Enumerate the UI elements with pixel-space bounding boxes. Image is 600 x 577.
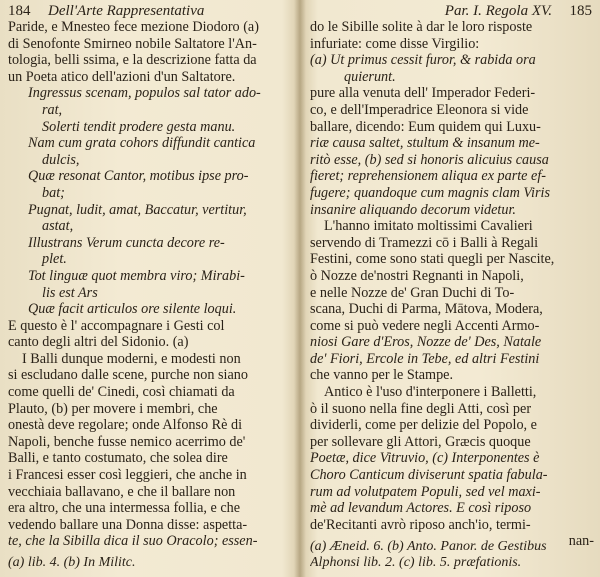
text-line: tologia, belli ssima, e la descrizione fatta da [8,52,257,69]
text-line: che vanno per le Stampe. [310,367,454,384]
left-page-text [8,19,292,550]
text-line: Tot linguæ quot membra viro; Mirabi- [28,267,245,284]
right-page-number: 185 [569,3,592,19]
text-line: si escludano dalle scene, purche non siano [8,367,248,384]
text-line: E questo è l' accompagnare i Gesti col [8,317,225,334]
text-line: I Balli dunque moderni, e modesti non [22,350,241,367]
right-page [302,0,600,577]
right-running-title: Par. I. Regola XV. [444,3,552,19]
left-page [0,0,298,577]
text-line: niosi Gare d'Eros, Nozze de' Des, Natale [310,334,542,351]
text-line: infuriate: come disse Virgilio: [310,35,480,52]
text-line: Poetæ, dice Vitruvio, (c) Interponentes è [310,450,540,467]
right-page-text [310,19,594,550]
text-line: di Senofonte Smirneo nobile Saltatore l'An- [8,35,257,52]
text-line: come si può vedere negli Accenti Armo- [310,317,540,334]
text-line: Paride, e Mnesteo fece mezione Diodoro (a) [8,19,259,35]
text-line: L'hanno imitato moltissimi Cavalieri [324,218,533,235]
text-line: de'Recitanti avrò riposo anch'io, termi- [310,516,531,533]
text-line: servendo di Tramezzi cō i Balli à Regali [310,234,539,251]
text-line: quierunt. [344,68,396,85]
text-line: bat; [42,184,65,201]
text-line: Antico è l'uso d'interponere i Balletti, [324,384,537,401]
text-line: un Poeta atico dell'azioni d'un Saltatore. [8,68,236,85]
text-line: insanire aliquando decorum videtur. [310,201,516,218]
text-line: co, e dell'Imperadrice Eleonora si vide [310,101,529,118]
left-running-title: Dell'Arte Rappresentativa [48,3,205,19]
text-line: vecchiaia ballavano, e che il ballare non [8,483,236,500]
text-line: fugere; quandoque cum magnis clam Viris [310,184,550,201]
text-line: i Francesi esser così leggieri, che anche in [8,467,247,484]
text-line: scana, Duchi di Parma, Mātova, Modera, [310,301,543,318]
text-line: ballare, dicendo: Eum quidem qui Luxu- [310,118,541,135]
text-line: come quelli de' Cinedi, così chiamati da [8,384,235,401]
left-page-number: 184 [8,3,31,19]
text-line: Solerti tendit prodere gesta manu. [42,118,236,135]
text-line: de' Fiori, Ercole in Tebe, ed altri Festini [310,350,540,367]
text-line: ritò esse, (b) sed si honoris alicuius causa [310,151,549,168]
right-footnotes [310,539,594,571]
text-line: nan- [568,533,594,550]
text-line: dividerli, come per delizie del Popolo, e [310,417,537,434]
text-line: Napoli, benche fusse nemico acerrimo de' [8,433,246,450]
text-line: ò il suono nella fine degli Atti, così per [310,400,532,417]
text-line: Illustrans Verum cuncta decore re- [28,234,225,251]
footnote-line: (a) lib. 4. (b) In Militc. [8,555,136,570]
text-line: ò Nozze de'nostri Regnanti in Napoli, [310,267,524,284]
text-line: dulcis, [42,151,80,168]
text-line: Pugnat, ludit, amat, Baccatur, vertitur, [28,201,247,218]
text-line: riæ causa saltet, stultum & insanum me- [310,135,540,152]
text-line: (a) Ut primus cessit furor, & rabida ora [310,52,536,69]
text-line: fieret; reprehensionem aliqua ex parte ef- [310,168,546,185]
text-line: mè ad levandum Actores. E così riposo [310,500,532,517]
text-line: lis est Ars [42,284,98,301]
text-line: do le Sibille solite à dar le loro risposte [310,19,533,35]
footnote-line: (a) Æneid. 6. (b) Anto. Panor. de Gestibus [310,539,547,554]
text-line: Nam cum grata cohors diffundit cantica [28,135,256,152]
text-line: rat, [42,101,63,118]
left-page-header [8,2,290,20]
text-line: rum ad volutpatem Populi, sed vel maxi- [310,483,541,500]
text-line: Quæ resonat Cantor, motibus ipse pro- [28,168,249,185]
text-line: Ingressus scenam, populos sal tator ado- [28,85,261,102]
text-line: Quæ facit articulos ore silente loqui. [28,301,237,318]
text-line: te, che la Sibilla dica il suo Oracolo; essen- [8,533,258,550]
text-line: Balli, e tanto costumato, che solea dire [8,450,228,467]
right-page-header [310,2,592,20]
left-footnote [8,555,292,571]
text-line: per sollevare gli Attori, Græcis quoque [310,433,531,450]
text-line: Plauto, (b) per movere i membri, che [8,400,218,417]
text-line: astat, [42,218,74,235]
text-line: e nelle Nozze de' Gran Duchi di To- [310,284,515,301]
text-line: onestà deve regolare; onde Alfonso Rè di [8,417,243,434]
text-line: plet. [42,251,67,268]
text-line: pure alla venuta dell' Imperador Federi- [310,85,536,102]
text-line: canto degli altri del Sidonio. (a) [8,334,189,351]
footnote-line: Alphonsi lib. 2. (c) lib. 5. præfationis. [310,555,522,570]
text-line: era altro, che una intermessa follia, e che [8,500,241,517]
text-line: vedendo ballare una Donna disse: aspetta- [8,516,248,533]
text-line: Choro Canticum diviserunt spatia fabula- [310,467,548,484]
text-line: Festini, come sono stati quegli per Nascite, [310,251,555,268]
